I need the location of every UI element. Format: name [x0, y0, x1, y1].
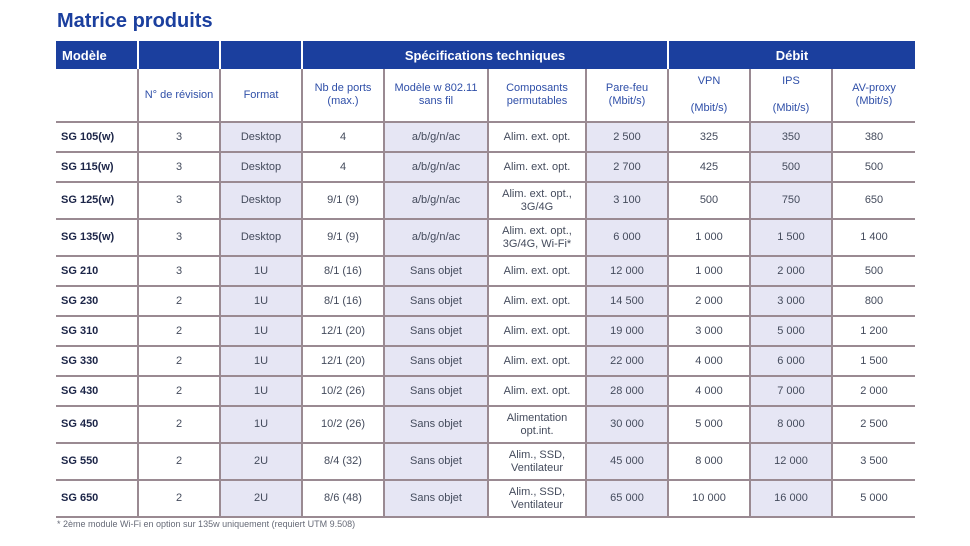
- footnote: * 2ème module Wi-Fi en option sur 135w uniquement (requiert UTM 9.508): [57, 519, 356, 529]
- components-cell: Alim. ext. opt.: [488, 256, 586, 286]
- avproxy-cell: 500: [832, 256, 915, 286]
- ports-cell: 9/1 (9): [302, 182, 384, 219]
- model-cell: SG 230: [56, 286, 138, 316]
- model-cell: SG 430: [56, 376, 138, 406]
- header-debit: Débit: [668, 41, 915, 69]
- revision-cell: 3: [138, 182, 220, 219]
- table-row: [56, 406, 915, 443]
- ips-cell: 350: [750, 122, 832, 152]
- avproxy-cell: 1 200: [832, 316, 915, 346]
- avproxy-cell: 650: [832, 182, 915, 219]
- ports-cell: 4: [302, 122, 384, 152]
- subheader-ports: Nb de ports (max.): [302, 69, 384, 122]
- ports-cell: 4: [302, 152, 384, 182]
- matrix-body: [56, 122, 915, 517]
- vpn-cell: 1 000: [668, 219, 750, 256]
- components-cell: Alim., SSD, Ventilateur: [488, 480, 586, 517]
- header-model: Modèle: [56, 41, 138, 69]
- firewall-cell: 2 700: [586, 152, 668, 182]
- header-specs: Spécifications techniques: [302, 41, 668, 69]
- subheader-revision: N° de révision: [138, 69, 220, 122]
- table-row: [56, 480, 915, 517]
- subheader-vpn: [668, 69, 750, 122]
- subheader-firewall: Pare-feu (Mbit/s): [586, 69, 668, 122]
- model-cell: SG 135(w): [56, 219, 138, 256]
- components-cell: Alim., SSD, Ventilateur: [488, 443, 586, 480]
- firewall-cell: 22 000: [586, 346, 668, 376]
- model-cell: SG 105(w): [56, 122, 138, 152]
- wifi-cell: Sans objet: [384, 286, 488, 316]
- ips-cell: 750: [750, 182, 832, 219]
- product-matrix-table: [56, 41, 915, 518]
- subheader-avproxy: AV-proxy (Mbit/s): [832, 69, 915, 122]
- components-cell: Alim. ext. opt.: [488, 152, 586, 182]
- ips-cell: 1 500: [750, 219, 832, 256]
- components-cell: Alim. ext. opt., 3G/4G: [488, 182, 586, 219]
- vpn-cell: 5 000: [668, 406, 750, 443]
- wifi-cell: Sans objet: [384, 256, 488, 286]
- table-row: [56, 443, 915, 480]
- ports-cell: 12/1 (20): [302, 316, 384, 346]
- revision-cell: 2: [138, 406, 220, 443]
- table-row: [56, 219, 915, 256]
- firewall-cell: 28 000: [586, 376, 668, 406]
- table-row: [56, 182, 915, 219]
- subheader-ips: [750, 69, 832, 122]
- table-row: [56, 152, 915, 182]
- avproxy-cell: 1 500: [832, 346, 915, 376]
- subheader-row: [56, 69, 915, 122]
- wifi-cell: a/b/g/n/ac: [384, 122, 488, 152]
- wifi-cell: Sans objet: [384, 443, 488, 480]
- model-cell: SG 115(w): [56, 152, 138, 182]
- subheader-vpn-name: VPN: [697, 75, 721, 87]
- table-row: [56, 316, 915, 346]
- model-cell: SG 330: [56, 346, 138, 376]
- avproxy-cell: 380: [832, 122, 915, 152]
- format-cell: 1U: [220, 286, 302, 316]
- wifi-cell: Sans objet: [384, 480, 488, 517]
- model-cell: SG 125(w): [56, 182, 138, 219]
- vpn-cell: 4 000: [668, 376, 750, 406]
- ports-cell: 8/1 (16): [302, 256, 384, 286]
- ports-cell: 10/2 (26): [302, 376, 384, 406]
- table-row: [56, 286, 915, 316]
- components-cell: Alim. ext. opt.: [488, 122, 586, 152]
- format-cell: Desktop: [220, 152, 302, 182]
- ports-cell: 8/4 (32): [302, 443, 384, 480]
- wifi-cell: a/b/g/n/ac: [384, 152, 488, 182]
- format-cell: 1U: [220, 376, 302, 406]
- subheader-ips-name: IPS: [782, 75, 800, 87]
- avproxy-cell: 500: [832, 152, 915, 182]
- ips-cell: 6 000: [750, 346, 832, 376]
- revision-cell: 3: [138, 256, 220, 286]
- firewall-cell: 30 000: [586, 406, 668, 443]
- ips-cell: 5 000: [750, 316, 832, 346]
- components-cell: Alimentation opt.int.: [488, 406, 586, 443]
- firewall-cell: 14 500: [586, 286, 668, 316]
- avproxy-cell: 2 500: [832, 406, 915, 443]
- wifi-cell: Sans objet: [384, 376, 488, 406]
- model-cell: SG 550: [56, 443, 138, 480]
- revision-cell: 2: [138, 286, 220, 316]
- revision-cell: 3: [138, 152, 220, 182]
- vpn-cell: 10 000: [668, 480, 750, 517]
- subheader-ips-unit: (Mbit/s): [772, 102, 810, 114]
- avproxy-cell: 1 400: [832, 219, 915, 256]
- vpn-cell: 2 000: [668, 286, 750, 316]
- vpn-cell: 325: [668, 122, 750, 152]
- header-row: [56, 41, 915, 69]
- components-cell: Alim. ext. opt.: [488, 316, 586, 346]
- format-cell: Desktop: [220, 122, 302, 152]
- subheader-format: Format: [220, 69, 302, 122]
- wifi-cell: Sans objet: [384, 406, 488, 443]
- vpn-cell: 425: [668, 152, 750, 182]
- ports-cell: 10/2 (26): [302, 406, 384, 443]
- ports-cell: 8/6 (48): [302, 480, 384, 517]
- vpn-cell: 4 000: [668, 346, 750, 376]
- components-cell: Alim. ext. opt.: [488, 346, 586, 376]
- firewall-cell: 2 500: [586, 122, 668, 152]
- avproxy-cell: 5 000: [832, 480, 915, 517]
- revision-cell: 2: [138, 346, 220, 376]
- vpn-cell: 8 000: [668, 443, 750, 480]
- model-cell: SG 650: [56, 480, 138, 517]
- firewall-cell: 3 100: [586, 182, 668, 219]
- format-cell: Desktop: [220, 219, 302, 256]
- table-row: [56, 376, 915, 406]
- model-cell: SG 210: [56, 256, 138, 286]
- firewall-cell: 19 000: [586, 316, 668, 346]
- ips-cell: 16 000: [750, 480, 832, 517]
- components-cell: Alim. ext. opt.: [488, 376, 586, 406]
- format-cell: 1U: [220, 406, 302, 443]
- subheader-blank: [56, 69, 138, 122]
- format-cell: Desktop: [220, 182, 302, 219]
- components-cell: Alim. ext. opt.: [488, 286, 586, 316]
- revision-cell: 3: [138, 219, 220, 256]
- revision-cell: 2: [138, 480, 220, 517]
- ips-cell: 3 000: [750, 286, 832, 316]
- format-cell: 2U: [220, 480, 302, 517]
- format-cell: 1U: [220, 346, 302, 376]
- subheader-wifi: Modèle w 802.11 sans fil: [384, 69, 488, 122]
- table-row: [56, 122, 915, 152]
- ips-cell: 500: [750, 152, 832, 182]
- table-row: [56, 346, 915, 376]
- ports-cell: 8/1 (16): [302, 286, 384, 316]
- wifi-cell: Sans objet: [384, 316, 488, 346]
- table-row: [56, 256, 915, 286]
- model-cell: SG 310: [56, 316, 138, 346]
- avproxy-cell: 800: [832, 286, 915, 316]
- vpn-cell: 1 000: [668, 256, 750, 286]
- format-cell: 2U: [220, 443, 302, 480]
- revision-cell: 2: [138, 376, 220, 406]
- firewall-cell: 12 000: [586, 256, 668, 286]
- model-cell: SG 450: [56, 406, 138, 443]
- vpn-cell: 3 000: [668, 316, 750, 346]
- wifi-cell: a/b/g/n/ac: [384, 219, 488, 256]
- ips-cell: 12 000: [750, 443, 832, 480]
- ips-cell: 2 000: [750, 256, 832, 286]
- ports-cell: 9/1 (9): [302, 219, 384, 256]
- header-blank-1: [138, 41, 220, 69]
- revision-cell: 2: [138, 443, 220, 480]
- components-cell: Alim. ext. opt., 3G/4G, Wi-Fi*: [488, 219, 586, 256]
- format-cell: 1U: [220, 256, 302, 286]
- firewall-cell: 65 000: [586, 480, 668, 517]
- page-title: Matrice produits: [57, 10, 213, 32]
- subheader-vpn-unit: (Mbit/s): [690, 102, 728, 114]
- format-cell: 1U: [220, 316, 302, 346]
- wifi-cell: a/b/g/n/ac: [384, 182, 488, 219]
- header-blank-2: [220, 41, 302, 69]
- ips-cell: 7 000: [750, 376, 832, 406]
- firewall-cell: 6 000: [586, 219, 668, 256]
- firewall-cell: 45 000: [586, 443, 668, 480]
- avproxy-cell: 3 500: [832, 443, 915, 480]
- vpn-cell: 500: [668, 182, 750, 219]
- revision-cell: 2: [138, 316, 220, 346]
- avproxy-cell: 2 000: [832, 376, 915, 406]
- ports-cell: 12/1 (20): [302, 346, 384, 376]
- subheader-components: Composants permutables: [488, 69, 586, 122]
- revision-cell: 3: [138, 122, 220, 152]
- wifi-cell: Sans objet: [384, 346, 488, 376]
- ips-cell: 8 000: [750, 406, 832, 443]
